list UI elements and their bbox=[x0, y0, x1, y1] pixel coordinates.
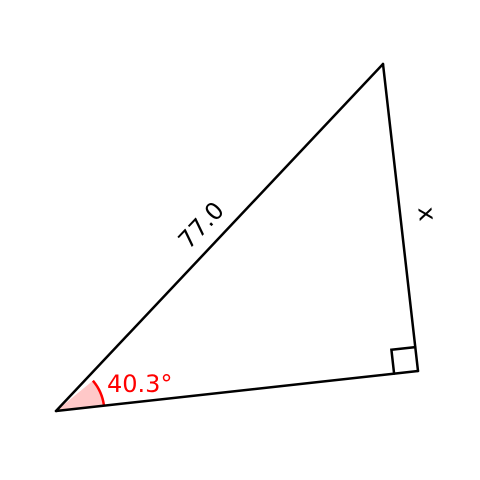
right-angle-marker bbox=[391, 347, 415, 374]
unknown-side-label: x bbox=[412, 205, 442, 223]
opposite-side bbox=[383, 64, 418, 371]
hypotenuse-side bbox=[56, 64, 383, 411]
angle-label: 40.3° bbox=[107, 370, 173, 398]
hypotenuse-label: 77.0 bbox=[172, 196, 230, 255]
